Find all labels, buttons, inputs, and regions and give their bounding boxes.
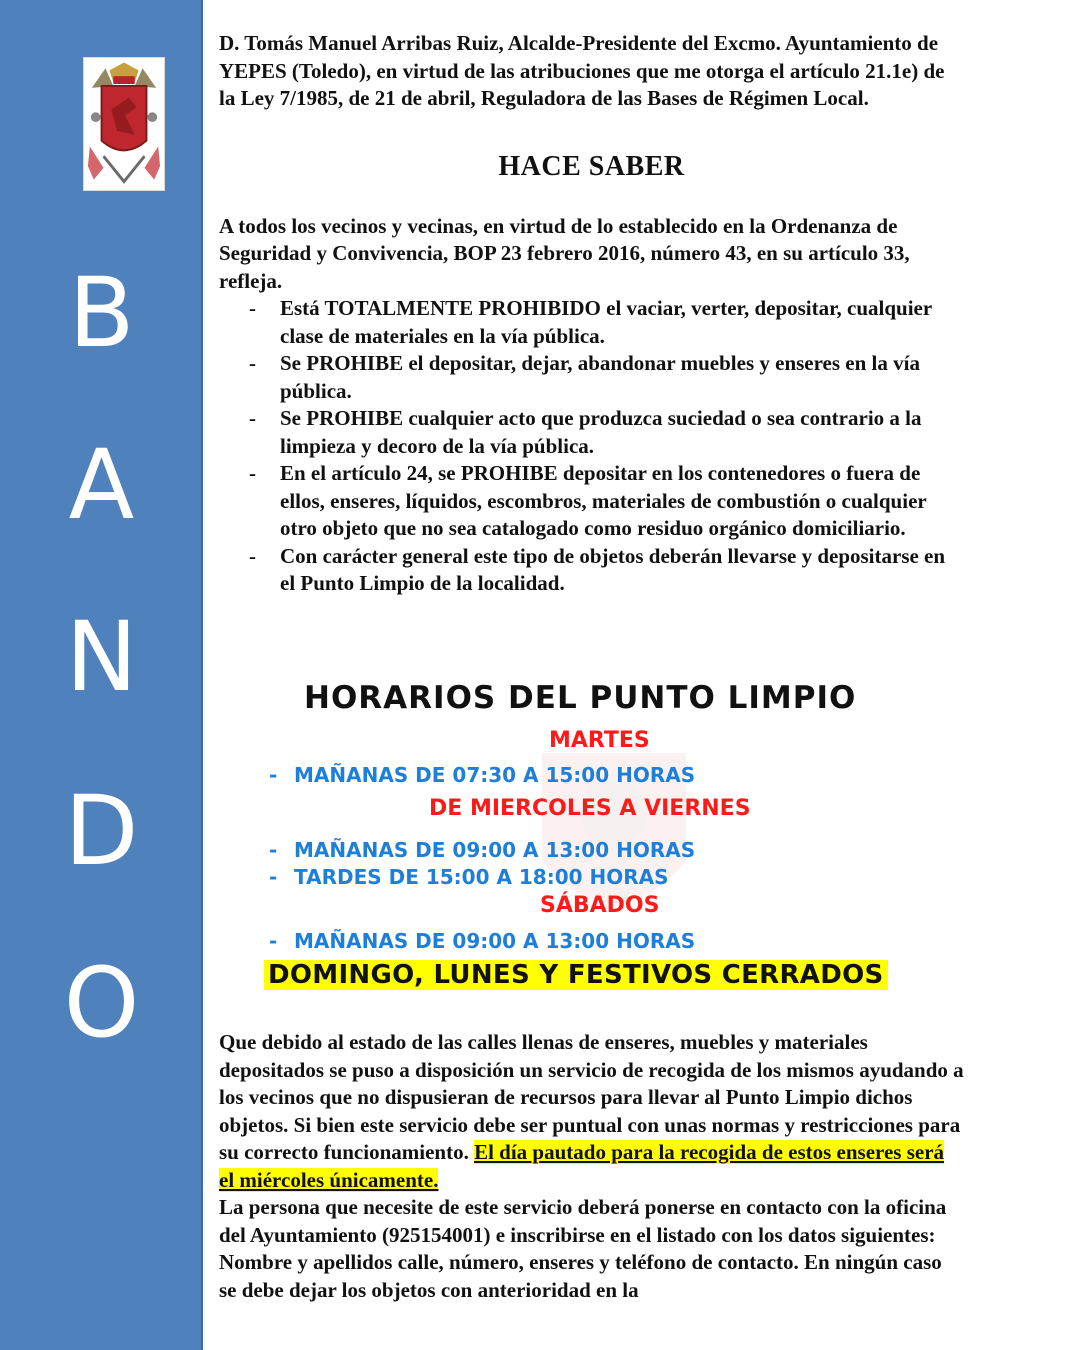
list-item: - Con carácter general este tipo de objetos deberán llevarse y depositarse en el Punto Limpio de la localidad. (249, 543, 946, 595)
footer-paragraph (219, 1029, 964, 1304)
rule-text: Se PROHIBE el depositar, dejar, abandonar muebles y enseres en la vía pública. (280, 351, 920, 403)
day-label-saturday: SÁBADOS (540, 893, 660, 918)
bando-letter: N (65, 601, 138, 713)
bando-letter: O (63, 947, 140, 1059)
bando-letter: D (64, 775, 139, 887)
rules-list (219, 295, 964, 598)
list-item: - Se PROHIBE cualquier acto que produzca suciedad o sea contrario a la limpieza y decoro de la vía pública. (249, 406, 922, 458)
highlighted-notice: El día pautado para la recogida de estos enseres será el miércoles únicamente. (219, 1140, 945, 1192)
time-slot: - MAÑANAS DE 07:30 A 15:00 HORAS (269, 763, 696, 787)
rule-text: Está TOTALMENTE PROHIBIDO el vaciar, verter, depositar, cualquier clase de materiales en la vía pública. (280, 296, 932, 348)
closed-days-banner: DOMINGO, LUNES Y FESTIVOS CERRADOS (264, 960, 888, 990)
footer-text: La persona que necesite de este servicio deberá ponerse en contacto con la oficina del Ayuntamiento (925154001) e inscribirse en el listado con los datos siguientes: Nombre y apellidos calle, número, enseres y teléfono de contacto. En ningún caso se debe dejar los objetos con anterioridad en la (219, 1195, 947, 1302)
footer-text: Que debido al estado de las calles llenas de enseres, muebles y materiales depositados se puso a disposición un servicio de recogida de los mismos ayudando a los vecinos que no dispusieran de recursos para llevar al Punto Limpio dichos objetos. Si bien este servicio debe ser puntual con unas normas y restricciones para su correcto funcionamiento. (219, 1030, 964, 1164)
time-slot: - MAÑANAS DE 09:00 A 13:00 HORAS (269, 929, 696, 953)
time-slot-text: TARDES DE 15:00 A 18:00 HORAS (294, 865, 669, 889)
bando-letter: B (68, 257, 135, 369)
day-label-midweek: DE MIERCOLES A VIERNES (429, 796, 751, 821)
time-slot-text: MAÑANAS DE 09:00 A 13:00 HORAS (294, 838, 696, 862)
list-item: - Está TOTALMENTE PROHIBIDO el vaciar, verter, depositar, cualquier clase de materiales en la vía pública. (249, 296, 932, 348)
footer-section (219, 1029, 964, 1304)
crest-watermark-icon (489, 717, 739, 957)
time-slot-text: MAÑANAS DE 07:30 A 15:00 HORAS (294, 763, 696, 787)
list-item: - En el artículo 24, se PROHIBE depositar en los contenedores o fuera de ellos, enseres, líquidos, escombros, materiales de combustión o cualquier otro objeto que no sea catalogado como residuo orgánico domiciliario. (249, 461, 927, 540)
time-slot: - TARDES DE 15:00 A 18:00 HORAS (269, 865, 669, 889)
page-title: HACE SABER (498, 150, 685, 182)
rule-text: En el artículo 24, se PROHIBE depositar en los contenedores o fuera de ellos, enseres, líquidos, escombros, materiales de combustión o cualquier otro objeto que no sea catalogado como residuo orgánico domiciliario. (280, 461, 927, 540)
document-body (219, 30, 964, 598)
coat-of-arms-icon (83, 57, 165, 191)
rule-text: Con carácter general este tipo de objetos deberán llevarse y depositarse en el Punto Limpio de la localidad. (280, 543, 946, 595)
schedule-title: HORARIOS DEL PUNTO LIMPIO (304, 680, 857, 716)
day-label-tuesday: MARTES (549, 728, 650, 753)
time-slot-text: MAÑANAS DE 09:00 A 13:00 HORAS (294, 929, 696, 953)
time-slot: - MAÑANAS DE 09:00 A 13:00 HORAS (269, 838, 696, 862)
list-item: - Se PROHIBE el depositar, dejar, abandonar muebles y enseres en la vía pública. (249, 351, 920, 403)
rule-text: Se PROHIBE cualquier acto que produzca suciedad o sea contrario a la limpieza y decoro de la vía pública. (280, 406, 922, 458)
sidebar (0, 0, 203, 1350)
notice-paragraph: A todos los vecinos y vecinas, en virtud de lo establecido en la Ordenanza de Seguridad y Convivencia, BOP 23 febrero 2016, número 43, en su artículo 33, refleja. (219, 213, 910, 293)
intro-paragraph: D. Tomás Manuel Arribas Ruiz, Alcalde-Presidente del Excmo. Ayuntamiento de YEPES (Toledo), en virtud de las atribuciones que me otorga el artículo 21.1e) de la Ley 7/1985, de 21 de abril, Reguladora de las Bases de Régimen Local. (219, 31, 945, 110)
bando-letter: A (68, 429, 135, 541)
